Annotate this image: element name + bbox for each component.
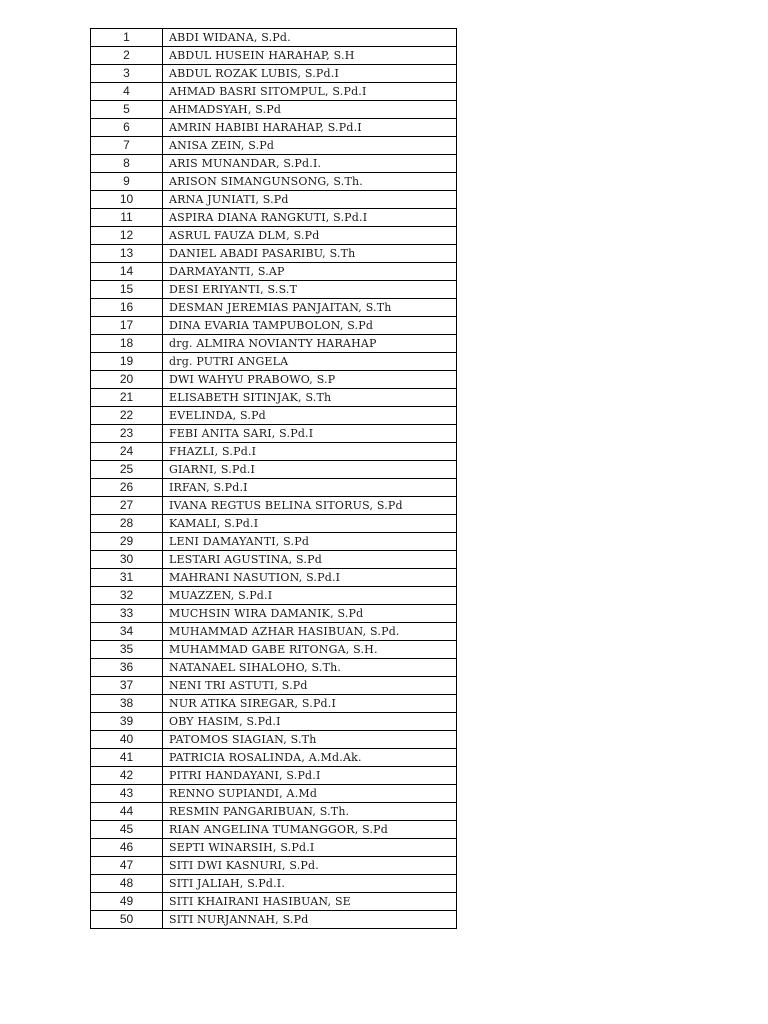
row-number: 29 <box>91 533 163 551</box>
table-row <box>91 839 457 857</box>
row-number: 18 <box>91 335 163 353</box>
row-number: 4 <box>91 83 163 101</box>
person-name: NATANAEL SIHALOHO, S.Th. <box>163 659 457 677</box>
table-row <box>91 659 457 677</box>
person-name: ABDUL HUSEIN HARAHAP, S.H <box>163 47 457 65</box>
person-name: IVANA REGTUS BELINA SITORUS, S.Pd <box>163 497 457 515</box>
person-name: AHMADSYAH, S.Pd <box>163 101 457 119</box>
table-row <box>91 317 457 335</box>
table-row <box>91 443 457 461</box>
row-number: 45 <box>91 821 163 839</box>
row-number: 44 <box>91 803 163 821</box>
person-name: DINA EVARIA TAMPUBOLON, S.Pd <box>163 317 457 335</box>
row-number: 5 <box>91 101 163 119</box>
row-number: 35 <box>91 641 163 659</box>
row-number: 20 <box>91 371 163 389</box>
table-row <box>91 245 457 263</box>
person-name: GIARNI, S.Pd.I <box>163 461 457 479</box>
table-row <box>91 65 457 83</box>
table-row <box>91 749 457 767</box>
person-name: DESMAN JEREMIAS PANJAITAN, S.Th <box>163 299 457 317</box>
person-name: ELISABETH SITINJAK, S.Th <box>163 389 457 407</box>
name-list-body <box>91 29 457 929</box>
row-number: 21 <box>91 389 163 407</box>
row-number: 25 <box>91 461 163 479</box>
row-number: 24 <box>91 443 163 461</box>
person-name: KAMALI, S.Pd.I <box>163 515 457 533</box>
table-row <box>91 551 457 569</box>
person-name: AMRIN HABIBI HARAHAP, S.Pd.I <box>163 119 457 137</box>
person-name: SITI NURJANNAH, S.Pd <box>163 911 457 929</box>
person-name: drg. ALMIRA NOVIANTY HARAHAP <box>163 335 457 353</box>
person-name: MAHRANI NASUTION, S.Pd.I <box>163 569 457 587</box>
person-name: ARISON SIMANGUNSONG, S.Th. <box>163 173 457 191</box>
row-number: 36 <box>91 659 163 677</box>
row-number: 23 <box>91 425 163 443</box>
person-name: ASRUL FAUZA DLM, S.Pd <box>163 227 457 245</box>
person-name: SEPTI WINARSIH, S.Pd.I <box>163 839 457 857</box>
person-name: ABDUL ROZAK LUBIS, S.Pd.I <box>163 65 457 83</box>
person-name: ASPIRA DIANA RANGKUTI, S.Pd.I <box>163 209 457 227</box>
row-number: 8 <box>91 155 163 173</box>
row-number: 28 <box>91 515 163 533</box>
table-row <box>91 623 457 641</box>
person-name: ANISA ZEIN, S.Pd <box>163 137 457 155</box>
row-number: 9 <box>91 173 163 191</box>
table-row <box>91 803 457 821</box>
person-name: RENNO SUPIANDI, A.Md <box>163 785 457 803</box>
table-row <box>91 335 457 353</box>
row-number: 46 <box>91 839 163 857</box>
person-name: IRFAN, S.Pd.I <box>163 479 457 497</box>
table-row <box>91 389 457 407</box>
row-number: 37 <box>91 677 163 695</box>
row-number: 48 <box>91 875 163 893</box>
table-row <box>91 263 457 281</box>
row-number: 15 <box>91 281 163 299</box>
table-row <box>91 47 457 65</box>
table-row <box>91 173 457 191</box>
table-row <box>91 533 457 551</box>
row-number: 7 <box>91 137 163 155</box>
row-number: 41 <box>91 749 163 767</box>
table-row <box>91 353 457 371</box>
table-row <box>91 371 457 389</box>
person-name: MUHAMMAD AZHAR HASIBUAN, S.Pd. <box>163 623 457 641</box>
row-number: 2 <box>91 47 163 65</box>
table-row <box>91 713 457 731</box>
person-name: AHMAD BASRI SITOMPUL, S.Pd.I <box>163 83 457 101</box>
table-row <box>91 875 457 893</box>
person-name: MUAZZEN, S.Pd.I <box>163 587 457 605</box>
row-number: 10 <box>91 191 163 209</box>
row-number: 14 <box>91 263 163 281</box>
person-name: DARMAYANTI, S.AP <box>163 263 457 281</box>
row-number: 42 <box>91 767 163 785</box>
person-name: ABDI WIDANA, S.Pd. <box>163 29 457 47</box>
person-name: RESMIN PANGARIBUAN, S.Th. <box>163 803 457 821</box>
person-name: LESTARI AGUSTINA, S.Pd <box>163 551 457 569</box>
table-row <box>91 641 457 659</box>
row-number: 30 <box>91 551 163 569</box>
person-name: MUCHSIN WIRA DAMANIK, S.Pd <box>163 605 457 623</box>
person-name: SITI KHAIRANI HASIBUAN, SE <box>163 893 457 911</box>
table-row <box>91 569 457 587</box>
person-name: ARNA JUNIATI, S.Pd <box>163 191 457 209</box>
row-number: 31 <box>91 569 163 587</box>
row-number: 11 <box>91 209 163 227</box>
table-row <box>91 587 457 605</box>
row-number: 1 <box>91 29 163 47</box>
table-row <box>91 515 457 533</box>
row-number: 50 <box>91 911 163 929</box>
table-row <box>91 767 457 785</box>
person-name: FEBI ANITA SARI, S.Pd.I <box>163 425 457 443</box>
person-name: DANIEL ABADI PASARIBU, S.Th <box>163 245 457 263</box>
person-name: MUHAMMAD GABE RITONGA, S.H. <box>163 641 457 659</box>
row-number: 34 <box>91 623 163 641</box>
row-number: 38 <box>91 695 163 713</box>
table-row <box>91 695 457 713</box>
row-number: 3 <box>91 65 163 83</box>
table-row <box>91 677 457 695</box>
person-name: SITI DWI KASNURI, S.Pd. <box>163 857 457 875</box>
person-name: NUR ATIKA SIREGAR, S.Pd.I <box>163 695 457 713</box>
person-name: LENI DAMAYANTI, S.Pd <box>163 533 457 551</box>
person-name: NENI TRI ASTUTI, S.Pd <box>163 677 457 695</box>
row-number: 47 <box>91 857 163 875</box>
person-name: EVELINDA, S.Pd <box>163 407 457 425</box>
row-number: 39 <box>91 713 163 731</box>
table-row <box>91 407 457 425</box>
row-number: 33 <box>91 605 163 623</box>
table-row <box>91 101 457 119</box>
row-number: 6 <box>91 119 163 137</box>
person-name: FHAZLI, S.Pd.I <box>163 443 457 461</box>
person-name: ARIS MUNANDAR, S.Pd.I. <box>163 155 457 173</box>
table-row <box>91 497 457 515</box>
table-row <box>91 155 457 173</box>
table-row <box>91 299 457 317</box>
table-row <box>91 137 457 155</box>
table-row <box>91 281 457 299</box>
person-name: DESI ERIYANTI, S.S.T <box>163 281 457 299</box>
table-row <box>91 119 457 137</box>
table-row <box>91 83 457 101</box>
person-name: RIAN ANGELINA TUMANGGOR, S.Pd <box>163 821 457 839</box>
table-row <box>91 29 457 47</box>
row-number: 13 <box>91 245 163 263</box>
table-row <box>91 785 457 803</box>
row-number: 32 <box>91 587 163 605</box>
table-row <box>91 425 457 443</box>
table-row <box>91 227 457 245</box>
person-name: DWI WAHYU PRABOWO, S.P <box>163 371 457 389</box>
row-number: 27 <box>91 497 163 515</box>
row-number: 43 <box>91 785 163 803</box>
person-name: PATOMOS SIAGIAN, S.Th <box>163 731 457 749</box>
table-row <box>91 893 457 911</box>
person-name: PITRI HANDAYANI, S.Pd.I <box>163 767 457 785</box>
row-number: 12 <box>91 227 163 245</box>
row-number: 40 <box>91 731 163 749</box>
table-row <box>91 911 457 929</box>
person-name: PATRICIA ROSALINDA, A.Md.Ak. <box>163 749 457 767</box>
table-row <box>91 731 457 749</box>
table-row <box>91 191 457 209</box>
row-number: 22 <box>91 407 163 425</box>
row-number: 49 <box>91 893 163 911</box>
person-name: drg. PUTRI ANGELA <box>163 353 457 371</box>
row-number: 26 <box>91 479 163 497</box>
table-row <box>91 209 457 227</box>
row-number: 17 <box>91 317 163 335</box>
table-row <box>91 461 457 479</box>
table-row <box>91 857 457 875</box>
person-name: SITI JALIAH, S.Pd.I. <box>163 875 457 893</box>
row-number: 16 <box>91 299 163 317</box>
name-list-table <box>90 28 457 929</box>
person-name: OBY HASIM, S.Pd.I <box>163 713 457 731</box>
table-row <box>91 479 457 497</box>
table-row <box>91 821 457 839</box>
table-row <box>91 605 457 623</box>
row-number: 19 <box>91 353 163 371</box>
